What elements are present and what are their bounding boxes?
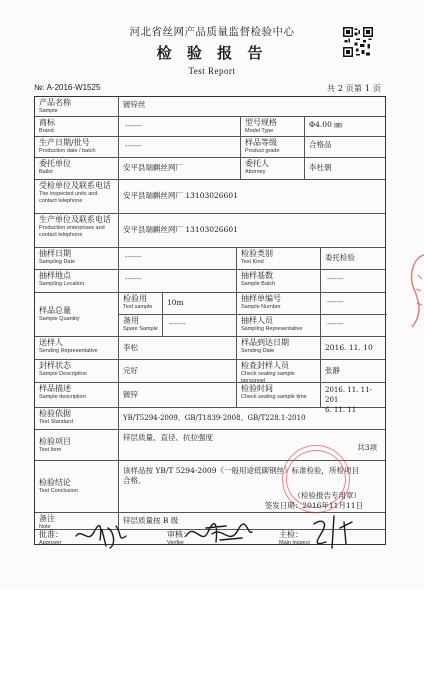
sample-number-row	[237, 293, 387, 315]
label-test-item: 检验项目 Test Item	[35, 430, 119, 460]
issue-date: 签发日期：2016年11月11日	[264, 501, 363, 510]
label-sampling-rep: 抽样人员 Sampling Representative	[237, 315, 321, 337]
value-sample-name: 镀锌丝	[123, 100, 146, 109]
stamp-label: （检验报告专用章）	[293, 491, 361, 500]
label-bailor: 委托单位 Bailor	[35, 158, 119, 179]
row-sample-name	[35, 97, 385, 117]
label-sending-rep: 送样人 Sending Representative	[35, 337, 119, 359]
label-note: 备注 Note	[35, 513, 119, 529]
value-sending-date: 2016. 11. 10	[325, 343, 373, 352]
value-sampling-rep: -------	[327, 320, 344, 328]
label-seal-desc: 封样状态 Sample Description	[35, 360, 119, 382]
sampling-rep-row	[237, 315, 387, 337]
label-sample-time: 检验时间 Check sealing sample time	[237, 383, 321, 407]
value-grade: 合格品	[309, 140, 332, 149]
value-attorney: 李杜朝	[309, 163, 332, 172]
value-seal-personnel: 张静	[325, 366, 340, 375]
page-indicator: 共 2 页第 1 页	[326, 84, 381, 93]
spare-sample-row	[119, 315, 236, 337]
value-brand: -------	[119, 117, 241, 136]
label-sample-batch: 抽样基数 Sample Batch	[237, 270, 321, 292]
label-main-inspector: 主检： Main inspect	[279, 530, 310, 546]
value-production-unit: 安平县瑞麒丝网厂 13103026601	[123, 225, 238, 234]
report-title: 检 验 报 告	[156, 44, 268, 62]
value-sampling-date: -------	[119, 248, 237, 269]
label-test-kind: 检验类别 Test Kind	[237, 248, 321, 269]
label-production-date: 生产日期/批号 Production date / batch	[35, 137, 119, 157]
value-sending-rep: 李松	[119, 337, 237, 359]
label-approver: 批准： Approver	[39, 530, 63, 546]
value-test-standard: YB/T5294-2009、GB/T1839-2008、GB/T228.1-2010	[123, 414, 306, 422]
label-sample-desc: 样品描述 Sample description	[35, 383, 119, 407]
value-inspected-unit: 安平县瑞麒丝网厂 13103026601	[123, 191, 238, 200]
label-model: 型号规格 Model Type	[241, 117, 305, 136]
main-inspector-signature	[308, 512, 360, 552]
row-sending	[35, 337, 385, 360]
row-production-date	[35, 137, 385, 158]
red-stamp-edge	[402, 245, 424, 335]
label-test-standard: 检验依据 Test Standard	[35, 408, 119, 429]
row-seal	[35, 360, 385, 383]
label-sample-name: 产品名称 Sample	[35, 97, 119, 116]
label-sending-date: 样品到达日期 Sending Date	[237, 337, 321, 359]
sample-quantity-group	[119, 293, 237, 336]
value-test-item: 锌层质量、直径、抗拉强度 共3项	[119, 430, 387, 460]
label-spare-sample: 备用 Spare Sample	[119, 315, 163, 337]
value-sample-batch: -------	[327, 275, 344, 283]
value-production-date: -------	[119, 137, 241, 157]
label-test-sample: 检验用 Test sample	[119, 293, 163, 314]
row-inspected-unit	[35, 180, 385, 214]
label-sample-number: 抽样单编号 Sample Number	[237, 293, 321, 314]
report-number: №: A-2016-W1525	[34, 83, 101, 92]
label-verifier: 审核： Verifier	[167, 530, 191, 546]
approver-signature	[72, 518, 132, 552]
label-attorney: 委托人 Attorney	[241, 158, 305, 179]
value-note: 锌层质量按 B 级	[123, 516, 179, 525]
row-brand	[35, 117, 385, 137]
value-sample-desc: 镀锌	[119, 383, 237, 407]
label-production-unit: 生产单位及联系电话 Production enterprises and contact telephone	[35, 214, 119, 247]
label-sampling-location: 抽样地点 Sampling Location	[35, 270, 119, 292]
value-spare-sample: -------	[169, 320, 186, 328]
label-sample-quantity: 样品总量 Sample Quantity	[35, 293, 119, 336]
row-sample-quantity	[35, 293, 385, 337]
value-test-kind: 委托检验	[325, 253, 355, 262]
label-seal-personnel: 检查封样人员 Check sealing sample personnel	[237, 360, 321, 382]
label-inspected-unit: 受检单位及联系电话 The inspected units and contact telephone	[35, 180, 119, 213]
row-sampling-date	[35, 248, 385, 270]
row-sample-desc	[35, 383, 385, 414]
inspection-seal-inner	[286, 450, 346, 508]
value-sampling-location: -------	[119, 270, 237, 292]
label-sampling-date: 抽样日期 Sampling Date	[35, 248, 119, 269]
sample-number-group	[237, 293, 387, 336]
row-bailor	[35, 158, 385, 180]
row-test-standard	[35, 408, 385, 430]
value-seal-desc: 完好	[119, 360, 237, 382]
value-model: Φ4.00 ㎜	[309, 120, 342, 129]
label-brand: 商标 Brand	[35, 117, 119, 136]
report-title-en: Test Report	[188, 66, 236, 76]
test-item-count: 共3项	[357, 443, 377, 452]
value-conclusion: 该样品按 YB/T 5294-2009《一般用途低碳钢丝》标准检验，所检项目合格。 （检验报告专用章） 签发日期：2016年11月11日	[119, 461, 387, 512]
label-conclusion: 检验结论 Test Conclusion	[35, 461, 119, 512]
value-test-sample: 10m	[167, 298, 184, 307]
row-sampling-location	[35, 270, 385, 293]
qr-code	[343, 27, 373, 57]
value-sample-time: 2016. 11. 11-201 6. 11. 11	[325, 386, 372, 414]
value-sample-number: -------	[327, 298, 344, 306]
org-name: 河北省丝网产品质量监督检验中心	[129, 26, 295, 38]
value-bailor: 安平县瑞麒丝网厂	[119, 158, 241, 179]
label-grade: 样品等级 Product grade	[241, 137, 305, 157]
row-production-unit	[35, 214, 385, 248]
test-sample-row	[119, 293, 236, 315]
verifier-signature	[182, 516, 256, 552]
